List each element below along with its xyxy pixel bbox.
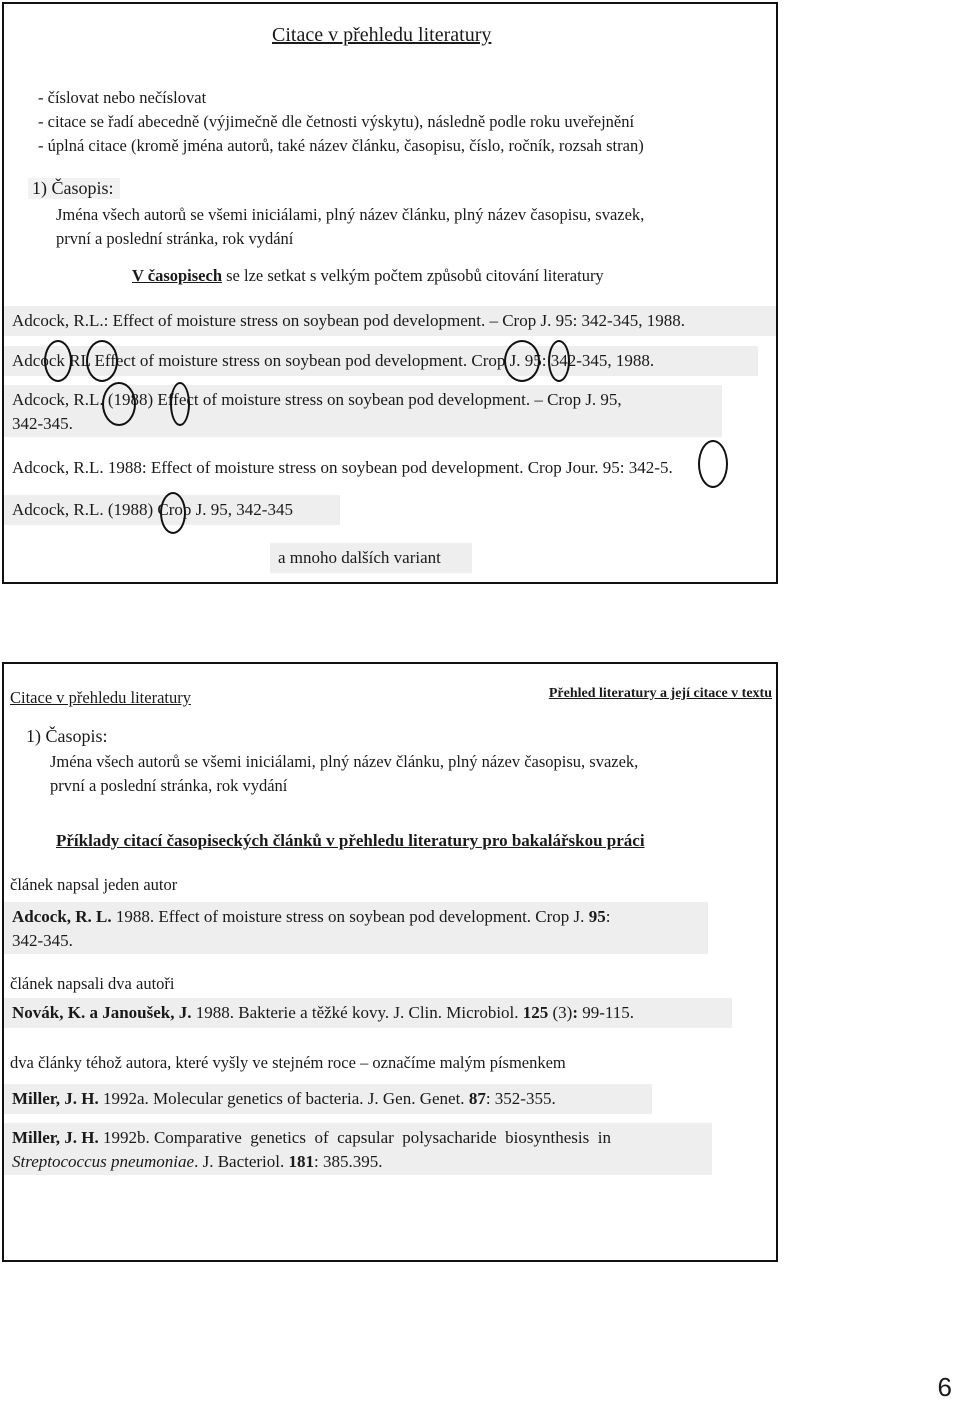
citation-same-author-b: [4, 1123, 712, 1175]
bullet-full-citation: - úplná citace (kromě jména autorů, také název článku, časopisu, číslo, ročník, rozsah stran): [38, 136, 644, 155]
single-author-label: článek napsal jeden autor: [10, 875, 178, 894]
citation-variant-1: Adcock, R.L.: Effect of moisture stress on soybean pod development. – Crop J. 95: 342-345, 1988.: [4, 306, 776, 336]
citation-colon: :: [572, 1003, 579, 1022]
highlight-circle: [102, 382, 136, 426]
journal-description-line2: první a poslední stránka, rok vydání: [56, 229, 294, 248]
journal-description-line2: první a poslední stránka, rok vydání: [50, 776, 288, 795]
citation-same-author-a: [4, 1084, 652, 1114]
citation-author: Miller, J. H.: [12, 1128, 99, 1147]
journal-heading: 1) Časopis:: [26, 726, 108, 746]
journals-note-rest: se lze setkat s velkým počtem způsobů citování literatury: [226, 266, 604, 285]
highlight-circle: [548, 340, 570, 382]
citation-author: Novák, K. a Janoušek, J.: [12, 1003, 192, 1022]
citation-pages: : 385.395.: [314, 1152, 383, 1171]
highlight-circle: [170, 382, 190, 426]
slide-citace-priklady: [2, 662, 778, 1262]
citation-pages: 342-345.: [12, 931, 73, 950]
citation-author: Miller, J. H.: [12, 1089, 99, 1108]
examples-heading: Příklady citací časopiseckých článků v přehledu literatury pro bakalářskou práci: [56, 831, 645, 850]
citation-volume: 125: [522, 1003, 549, 1022]
citation-two-authors: [4, 998, 732, 1028]
citation-text: 1992a. Molecular genetics of bacteria. J. Gen. Genet.: [98, 1089, 469, 1108]
citation-variant-3-line2: 342-345.: [12, 414, 73, 433]
citation-variant-3-line1: Adcock, R.L. (1988) Effect of moisture stress on soybean pod development. – Crop J. 95,: [12, 390, 622, 409]
bullet-ordering: - citace se řadí abecedně (výjimečně dle četnosti výskytu), následně podle roku uveřejnění: [38, 112, 635, 131]
citation-author: Adcock, R. L.: [12, 907, 112, 926]
citation-volume: 95: [588, 907, 606, 926]
journals-note: [132, 266, 604, 286]
slide-header-left: Citace v přehledu literatury: [10, 688, 191, 707]
highlight-circle: [698, 440, 728, 488]
slide-citace-varianty: [2, 2, 778, 584]
citation-variant-5: Adcock, R.L. (1988) Crop J. 95, 342-345: [4, 495, 340, 525]
journals-note-bold: V časopisech: [132, 266, 222, 285]
same-author-label: dva články téhož autora, které vyšly ve stejném roce – označíme malým písmenkem: [10, 1053, 566, 1072]
citation-variant-2: Adcock RL Effect of moisture stress on soybean pod development. Crop J. 95: 342-345, 1988.: [4, 346, 758, 376]
highlight-circle: [160, 492, 186, 534]
citation-text: 1988. Bakterie a těžké kovy. J. Clin. Microbiol.: [191, 1003, 523, 1022]
page-number: 6: [937, 1372, 952, 1402]
highlight-circle: [86, 340, 118, 382]
citation-volume: 181: [288, 1152, 314, 1171]
more-variants-label: a mnoho dalších variant: [270, 543, 472, 573]
citation-text: 1992b. Comparative genetics of capsular polysacharide biosynthesis in: [98, 1128, 611, 1147]
slide-header-right: Přehled literatury a její citace v textu: [548, 686, 772, 701]
slide-title: Citace v přehledu literatury: [272, 24, 492, 46]
journal-description-line1: Jména všech autorů se všemi iniciálami, plný název článku, plný název časopisu, svazek,: [56, 205, 645, 224]
citation-single-author: [4, 902, 708, 954]
citation-pages: : 352-355.: [485, 1089, 556, 1108]
citation-pages: 99-115.: [578, 1003, 635, 1022]
citation-variant-4: Adcock, R.L. 1988: Effect of moisture stress on soybean pod development. Crop Jour. 95: 342-5.: [12, 458, 673, 477]
citation-species: Streptococcus pneumoniae: [12, 1152, 195, 1171]
journal-heading: 1) Časopis:: [28, 178, 120, 199]
citation-issue: (3): [548, 1003, 573, 1022]
highlight-circle: [44, 340, 72, 382]
highlight-circle: [504, 340, 540, 382]
citation-text: 1988. Effect of moisture stress on soybean pod development. Crop J.: [111, 907, 589, 926]
citation-colon: :: [605, 907, 611, 926]
bullet-numbering: - číslovat nebo nečíslovat: [38, 88, 207, 107]
journal-description-line1: Jména všech autorů se všemi iniciálami, plný název článku, plný název časopisu, svazek,: [50, 752, 639, 771]
two-authors-label: článek napsali dva autoři: [10, 974, 175, 993]
citation-journal: . J. Bacteriol.: [194, 1152, 289, 1171]
citation-volume: 87: [468, 1089, 486, 1108]
